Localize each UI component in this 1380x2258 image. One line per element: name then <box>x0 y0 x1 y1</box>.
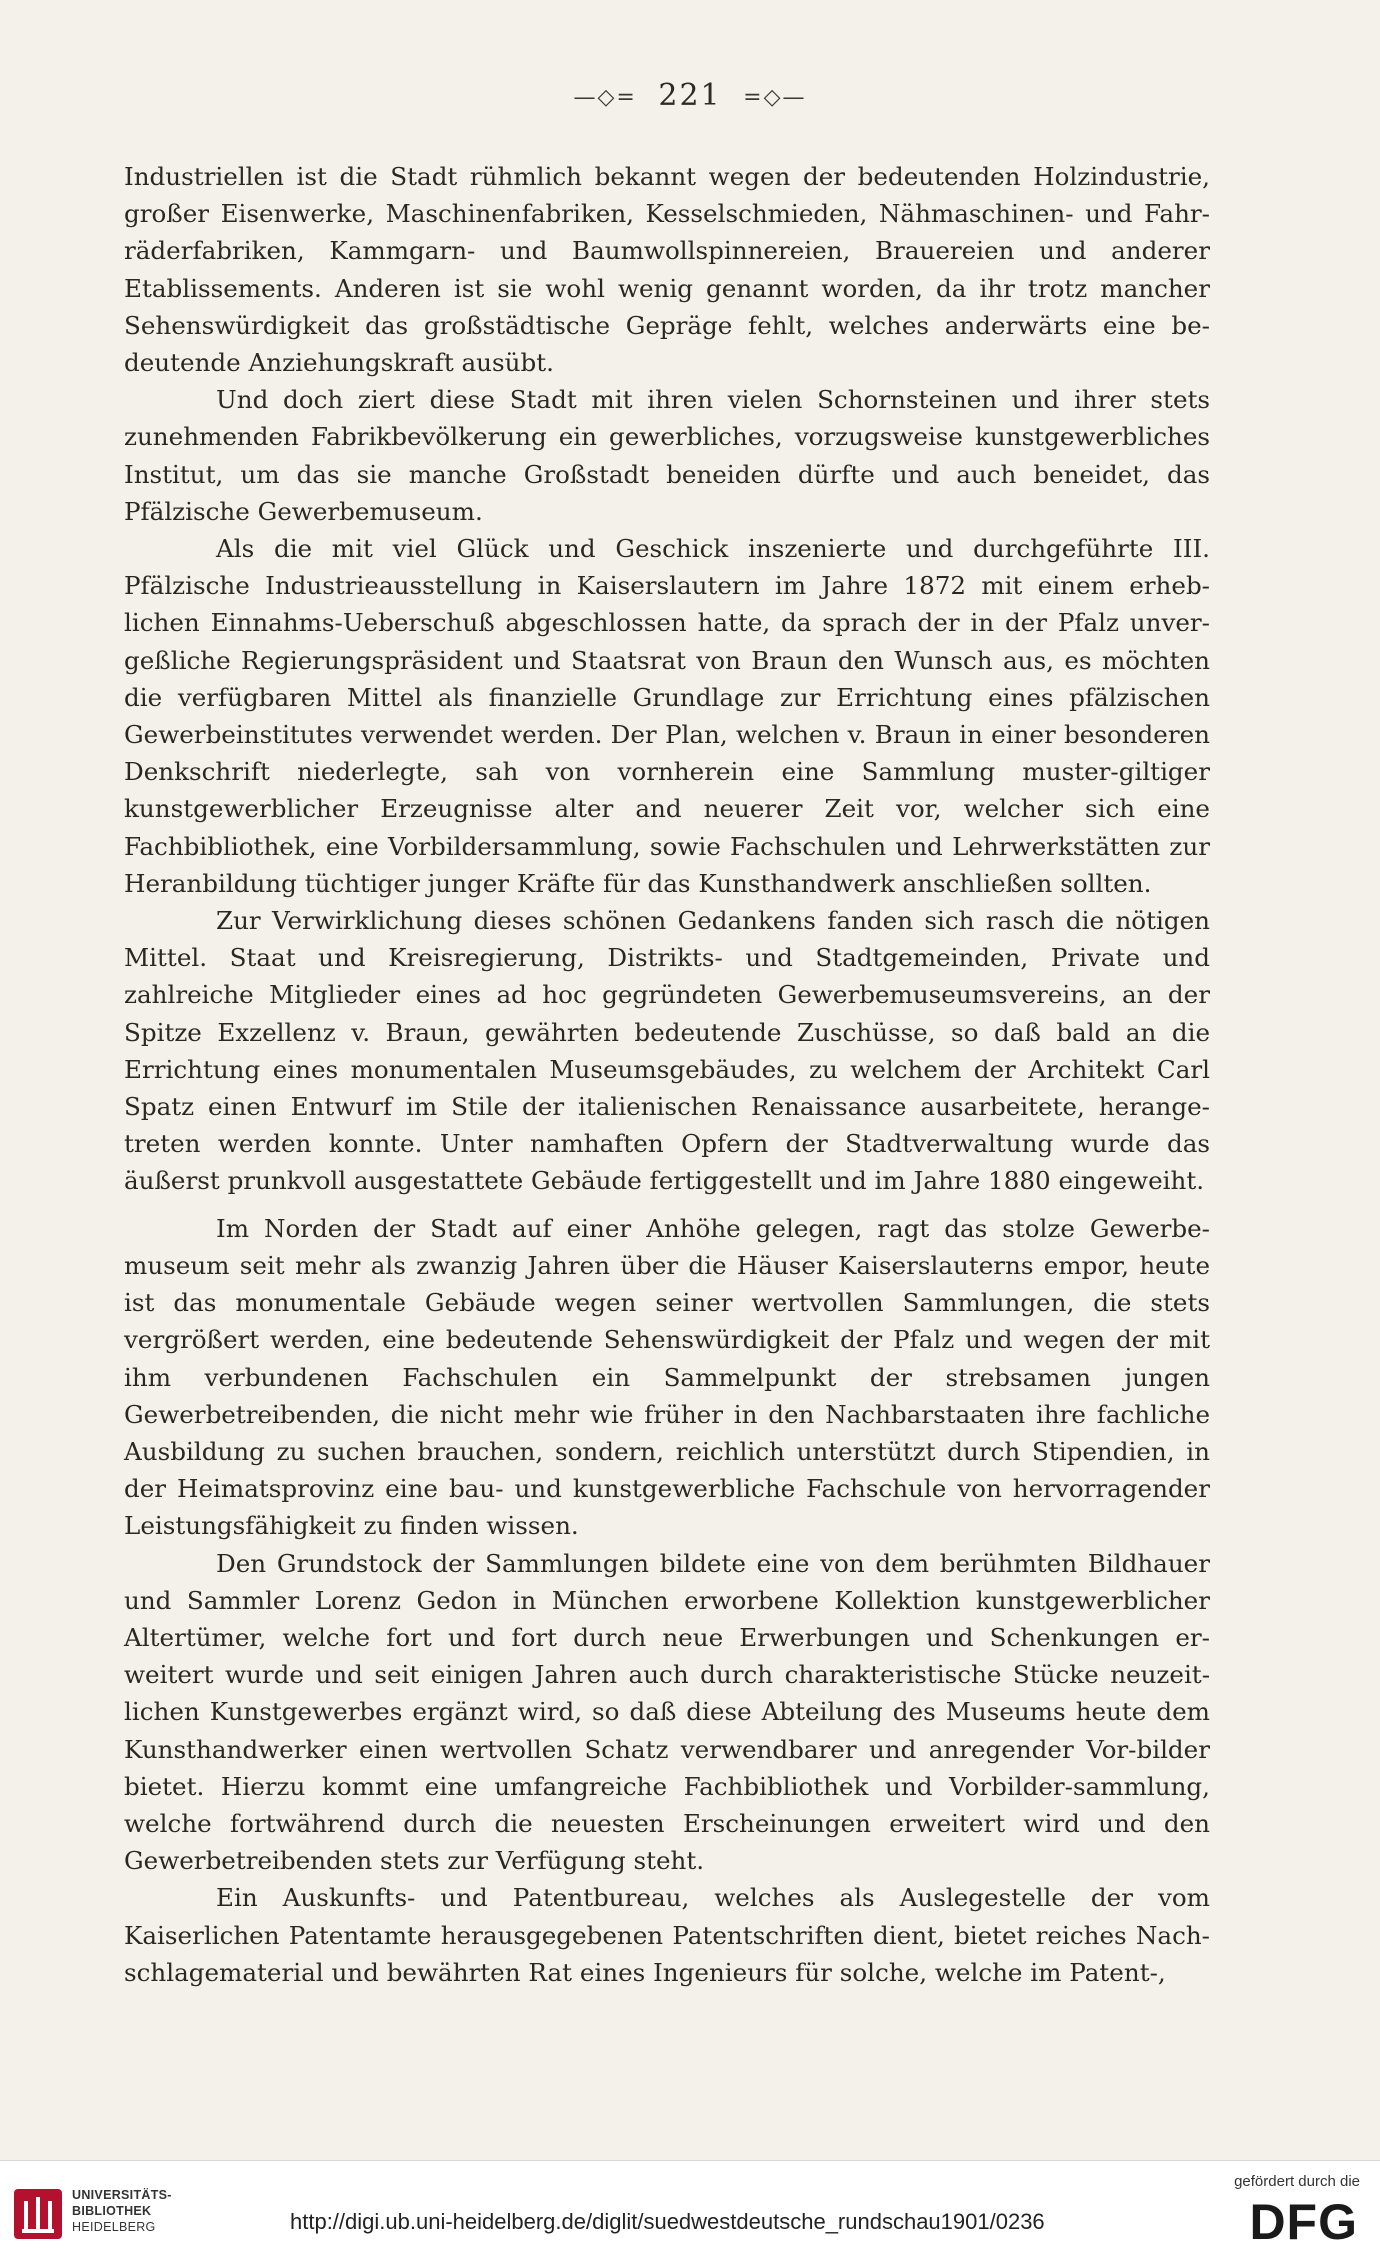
library-name-line: UNIVERSITÄTS- <box>72 2188 172 2202</box>
paragraph: Ein Auskunfts- und Patentbureau, welches als Auslegestelle der vom Kaiserlichen Patentamte herausgegebenen Patentschriften dient, bietet reiches Nach-schlagematerial und bewährten Rat eines Ingenieurs für solche, welche im Patent-, <box>124 1883 1210 1987</box>
library-seal-icon <box>12 2183 64 2243</box>
viewer-footer <box>0 2160 1380 2258</box>
paragraph: Den Grundstock der Sammlungen bildete eine von dem berühmten Bildhauer und Sammler Lorenz Gedon in München erworbene Kollektion kunstgewerblicher Altertümer, welche fort und fort durch neue Erwerbungen und Schenkungen er-weitert wurde und seit einigen Jahren auch durch charakteristische Stücke neuzeit-lichen Kunstgewerbes ergänzt wird, so daß diese Abteilung des Museums heute dem Kunsthandwerker einen wertvollen Schatz verwendbarer und anregender Vor-bilder bietet. Hierzu kommt eine umfangreiche Fachbibliothek und Vorbilder-sammlung, welche fortwährend durch die neuesten Erscheinungen erweitert wird und den Gewerbetreibenden stets zur Verfügung steht. <box>124 1548 1210 1876</box>
page-number: 221 <box>658 78 722 113</box>
page-header <box>0 78 1380 113</box>
paragraph: Als die mit viel Glück und Geschick inszenierte und durchgeführte III. Pfälzische Industrieausstellung in Kaiserslautern im Jahre 1872 mit einem erheb-lichen Einnahms-Ueberschuß abgeschlossen hatte, da sprach der in der Pfalz unver-geßliche Regierungspräsident und Staatsrat von Braun den Wunsch aus, es möchten die verfügbaren Mittel als finanzielle Grundlage zur Errichtung eines pfälzischen Gewerbeinstitutes verwendet werden. Der Plan, welchen v. Braun in einer besonderen Denkschrift niederlegte, sah von vornherein eine Sammlung muster-giltiger kunstgewerblicher Erzeugnisse alter and neuerer Zeit vor, welcher sich eine Fachbibliothek, eine Vorbildersammlung, sowie Fachschulen und Lehrwerkstätten zur Heranbildung tüchtiger junger Kräfte für das Kunsthandwerk anschließen sollten. <box>124 534 1210 898</box>
header-ornament-right: =◇— <box>743 84 807 110</box>
library-name-line: BIBLIOTHEK <box>72 2204 152 2218</box>
library-logo[interactable] <box>12 2183 172 2243</box>
paragraph: Und doch ziert diese Stadt mit ihren vielen Schornsteinen und ihrer stets zunehmenden Fabrikbevölkerung ein gewerbliches, vorzugsweise kunstgewerbliches Institut, um das sie manche Großstadt beneiden dürfte und auch beneidet, das Pfälzische Gewerbemuseum. <box>124 385 1210 526</box>
paragraph: Im Norden der Stadt auf einer Anhöhe gelegen, ragt das stolze Gewerbe-museum seit mehr als zwanzig Jahren über die Häuser Kaiserslauterns empor, heute ist das monumentale Gebäude wegen seiner wertvollen Sammlungen, die stets vergrößert werden, eine bedeutende Sehenswürdigkeit der Pfalz und wegen der mit ihm verbundenen Fachschulen ein Sammelpunkt der strebsamen jungen Gewerbetreibenden, die nicht mehr wie früher in den Nachbarstaaten ihre fachliche Ausbildung zu suchen brauchen, sondern, reichlich unterstützt durch Stipendien, in der Heimatsprovinz eine bau- und kunstgewerbliche Fachschule von hervorragender Leistungsfähigkeit zu finden wissen. <box>124 1213 1210 1541</box>
page-body <box>124 158 1210 1991</box>
dfg-logo[interactable]: DFG <box>1249 2194 1358 2250</box>
library-name <box>72 2187 172 2235</box>
paragraph: Zur Verwirklichung dieses schönen Gedankens fanden sich rasch die nötigen Mittel. Staat und Kreisregierung, Distrikts- und Stadtgemeinden, Private und zahlreiche Mitglieder eines ad hoc gegründeten Gewerbemuseumsvereins, an der Spitze Exzellenz v. Braun, gewährten bedeutende Zuschüsse, so daß bald an die Errichtung eines monumentalen Museumsgebäudes, zu welchem der Architekt Carl Spatz einen Entwurf im Stile der italienischen Renaissance ausarbeitete, herange-treten werden konnte. Unter namhaften Opfern der Stadtverwaltung wurde das äußerst prunkvoll ausgestattete Gebäude fertiggestellt und im Jahre 1880 eingeweiht. <box>124 906 1210 1196</box>
paragraph: Industriellen ist die Stadt rühmlich bekannt wegen der bedeutenden Holzindustrie, großer Eisenwerke, Maschinenfabriken, Kesselschmieden, Nähmaschinen- und Fahr-räderfabriken, Kammgarn- und Baumwollspinnereien, Brauereien und anderer Etablissements. Anderen ist sie wohl wenig genannt worden, da ihr trotz mancher Sehenswürdigkeit das großstädtische Gepräge fehlt, welches anderwärts eine be-deutende Anziehungskraft ausübt. <box>124 162 1210 378</box>
library-name-line: HEIDELBERG <box>72 2220 156 2234</box>
permalink-url[interactable]: http://digi.ub.uni-heidelberg.de/diglit/suedwestdeutsche_rundschau1901/0236 <box>290 2209 1045 2234</box>
funding-caption: gefördert durch die <box>1234 2173 1360 2190</box>
header-ornament-left: —◇= <box>573 84 637 110</box>
